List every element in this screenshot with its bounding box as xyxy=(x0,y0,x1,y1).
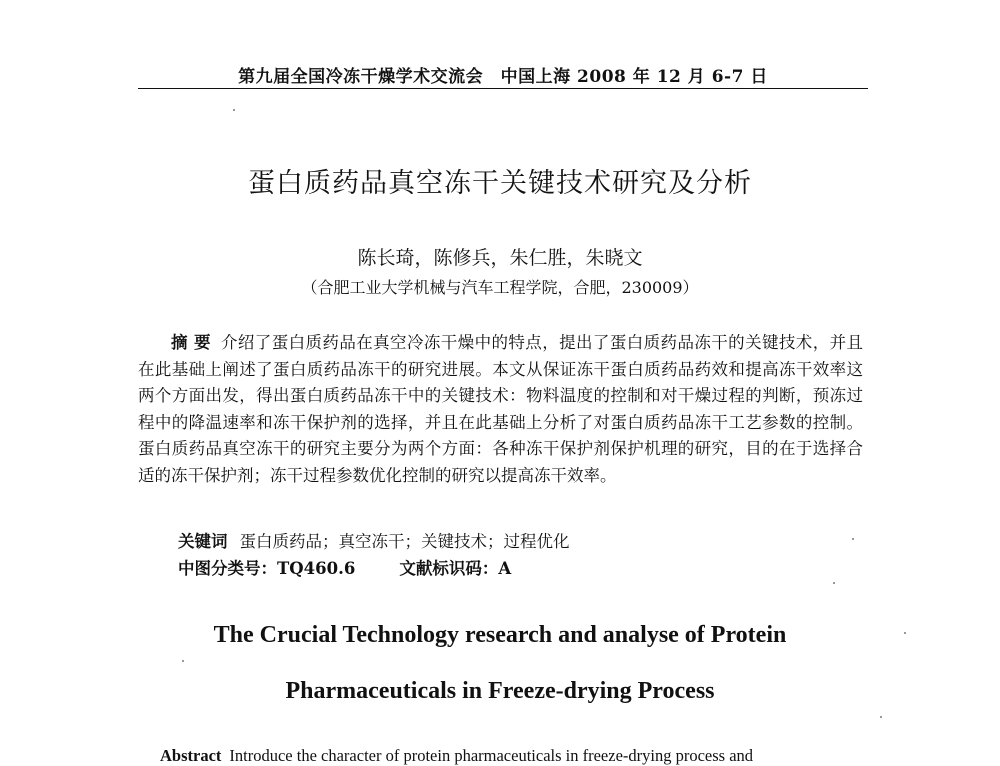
scan-speck xyxy=(852,538,854,540)
abstract-cn-text: 介绍了蛋白质药品在真空冷冻干燥中的特点，提出了蛋白质药品冻干的关键技术，并且在此基础上阐述了蛋白质药品冻干的研究进展。本文从保证冻干蛋白质药品药效和提高冻干效率这两个方面出发，得出蛋白质药品冻干中的关键技术：物料温度的控制和对干燥过程的判断，预冻过程中的降温速率和冻干保护剂的选择，并且在此基础上分析了对蛋白质药品冻干工艺参数的控制。蛋白质药品真空冻干的研究主要分为两个方面：各种冻干保护剂保护机理的研究，目的在于选择合适的冻干保护剂；冻干过程参数优化控制的研究以提高冻干效率。 xyxy=(138,333,863,485)
scan-speck xyxy=(182,660,184,662)
clc-label: 中图分类号： xyxy=(178,559,277,578)
paper-title-cn: 蛋白质药品真空冻干关键技术研究及分析 xyxy=(248,168,752,199)
classification-line xyxy=(178,555,511,579)
clc-value: TQ460.6 xyxy=(277,559,356,578)
paper-title-en-line2: Pharmaceuticals in Freeze-drying Process xyxy=(285,678,715,704)
keywords-label: 关键词 xyxy=(178,532,228,551)
keywords-text: 蛋白质药品；真空冻干；关键技术；过程优化 xyxy=(239,532,570,551)
doc-code-label: 文献标识码： xyxy=(399,559,499,578)
abstract-en-label: Abstract xyxy=(160,746,222,765)
header-rule xyxy=(138,88,868,89)
abstract-cn-label: 摘 要 xyxy=(171,333,211,352)
author-affiliation: （合肥工业大学机械与汽车工程学院，合肥，230009） xyxy=(301,278,699,297)
scan-speck xyxy=(833,582,835,584)
keywords-line xyxy=(178,528,570,552)
doc-code-value: A xyxy=(498,559,512,578)
running-header: 第九届全国冷冻干燥学术交流会 中国上海 2008 年 12 月 6-7 日 xyxy=(238,67,768,87)
abstract-cn xyxy=(138,330,863,489)
abstract-en xyxy=(160,746,880,766)
scan-speck xyxy=(880,716,882,718)
paper-title-en-line1: The Crucial Technology research and analyse of Protein xyxy=(213,622,787,648)
author-list: 陈长琦，陈修兵，朱仁胜，朱晓文 xyxy=(357,247,643,269)
scan-speck xyxy=(233,109,235,111)
abstract-en-text: Introduce the character of protein pharmaceuticals in freeze-drying process and xyxy=(229,746,754,765)
